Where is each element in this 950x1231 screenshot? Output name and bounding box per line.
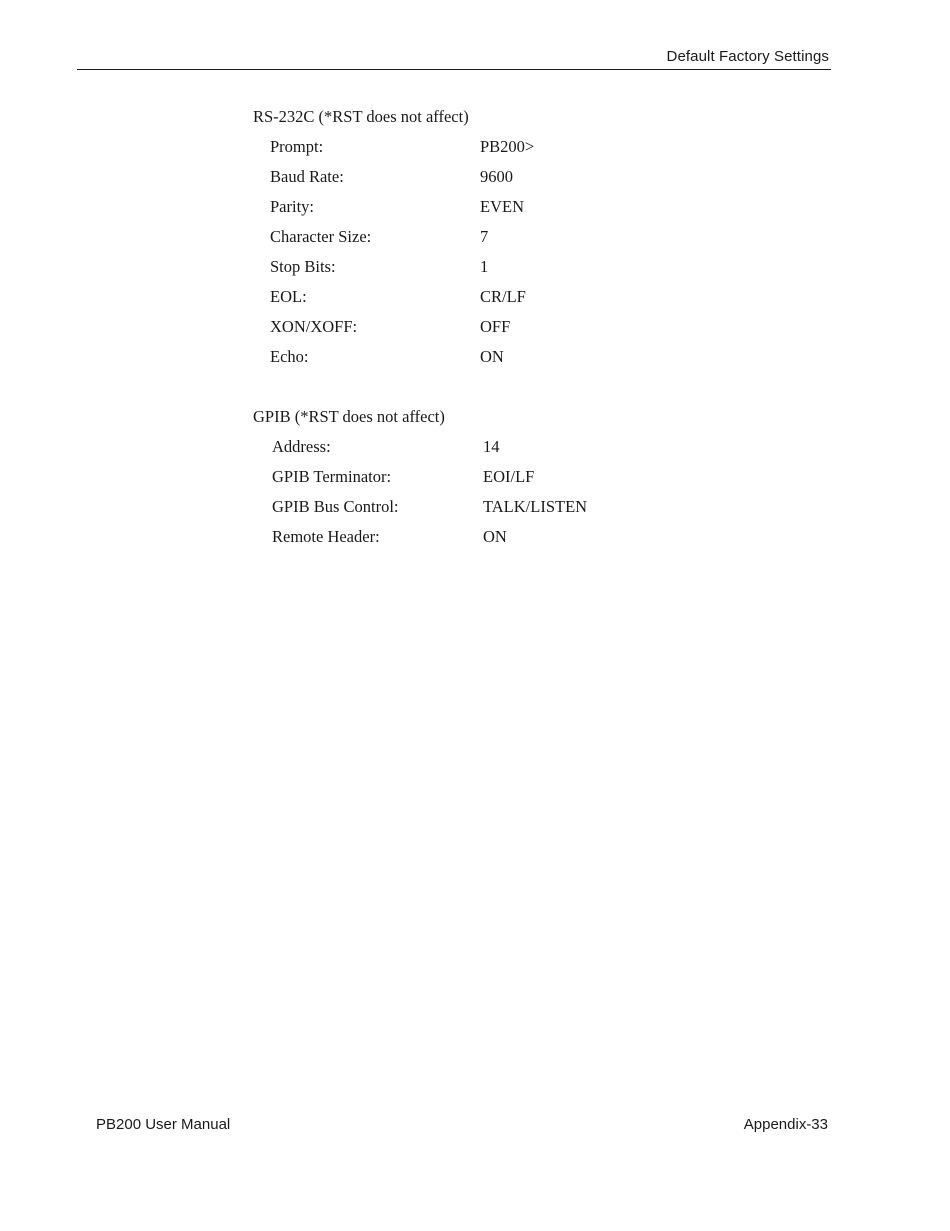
setting-label: Character Size: xyxy=(270,227,372,246)
setting-label: Prompt: xyxy=(270,137,324,156)
setting-row-address xyxy=(253,432,500,462)
setting-value: 14 xyxy=(483,437,500,456)
rs232-section-title: RS-232C (*RST does not affect) xyxy=(253,107,469,126)
setting-value: ON xyxy=(480,347,504,366)
rs232-settings-section xyxy=(253,102,535,372)
setting-row-gpib-bus-control xyxy=(253,492,588,522)
footer-manual-title: PB200 User Manual xyxy=(96,1116,231,1133)
footer-page-number: Appendix-33 xyxy=(743,1116,828,1133)
setting-label: Baud Rate: xyxy=(270,167,344,186)
setting-row-stop-bits xyxy=(253,252,489,282)
gpib-section-title: GPIB (*RST does not affect) xyxy=(253,407,445,426)
header-rule xyxy=(77,69,831,70)
setting-value: PB200> xyxy=(480,137,535,156)
setting-value: 7 xyxy=(480,227,489,246)
setting-row-gpib-terminator xyxy=(253,462,535,492)
setting-label: XON/XOFF: xyxy=(270,317,358,336)
setting-row-echo xyxy=(253,342,504,372)
setting-row-xon-xoff xyxy=(253,312,511,342)
setting-label: Echo: xyxy=(270,347,309,366)
setting-row-prompt xyxy=(253,132,535,162)
gpib-settings-section xyxy=(253,402,588,552)
setting-value: EOI/LF xyxy=(483,467,535,486)
setting-label: Remote Header: xyxy=(272,527,380,546)
setting-value: TALK/LISTEN xyxy=(483,497,588,516)
setting-value: CR/LF xyxy=(480,287,526,306)
setting-value: ON xyxy=(483,527,507,546)
setting-label: EOL: xyxy=(270,287,307,306)
setting-row-character-size xyxy=(253,222,489,252)
setting-label: Stop Bits: xyxy=(270,257,336,276)
setting-row-remote-header xyxy=(253,522,507,552)
setting-value: EVEN xyxy=(480,197,524,216)
setting-value: 1 xyxy=(480,257,489,276)
setting-row-eol xyxy=(253,282,526,312)
setting-label: GPIB Terminator: xyxy=(272,467,392,486)
setting-row-parity xyxy=(253,192,524,222)
setting-value: OFF xyxy=(480,317,511,336)
setting-label: Parity: xyxy=(270,197,314,216)
setting-label: GPIB Bus Control: xyxy=(272,497,399,516)
setting-row-baud-rate xyxy=(253,162,513,192)
running-header: Default Factory Settings xyxy=(666,48,829,65)
setting-value: 9600 xyxy=(480,167,513,186)
setting-label: Address: xyxy=(272,437,331,456)
